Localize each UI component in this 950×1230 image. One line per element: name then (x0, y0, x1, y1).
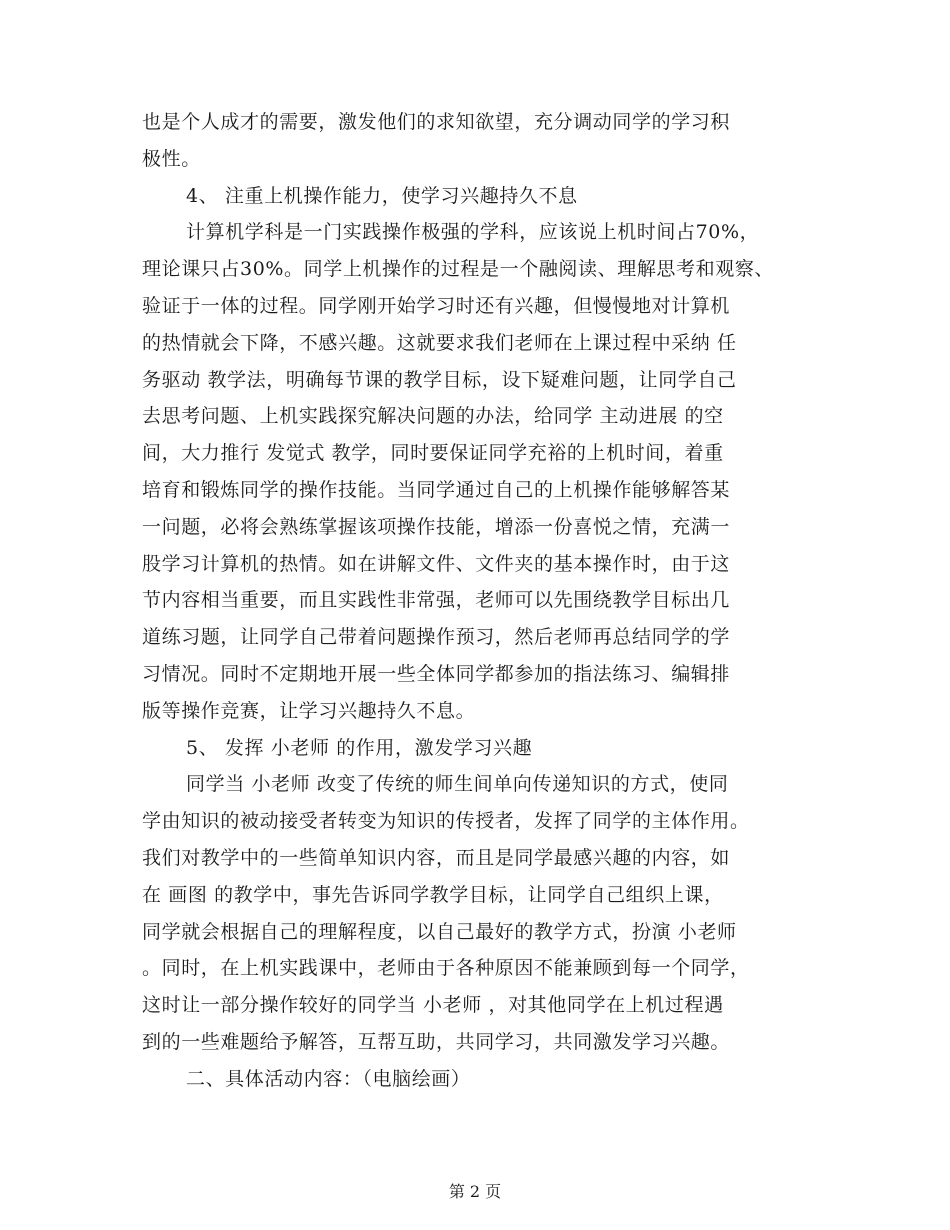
text-line: 理论课只占30%。同学上机操作的过程是一个融阅读、理解思考和观察、 (142, 258, 775, 281)
text-line: 也是个人成才的需要，激发他们的求知欲望，充分调动同学的学习积 (142, 111, 731, 133)
text-line: 去思考问题、上机实践探究解决问题的办法，给同学 主动进展 的空 (142, 405, 724, 428)
text-line: 培育和锻炼同学的操作技能。当同学通过自己的上机操作能够解答某 (142, 478, 731, 501)
text-line: 同学就会根据自己的理解程度，以自己最好的教学方式，扮演 小老师 (142, 920, 737, 943)
text-line: 5、 发挥 小老师 的作用，激发学习兴趣 (186, 736, 533, 759)
text-line: 节内容相当重要，而且实践性非常强，老师可以先围绕教学目标出几 (142, 589, 731, 612)
text-line: 版等操作竞赛，让学习兴趣持久不息。 (142, 699, 476, 722)
document-body (0, 104, 950, 1098)
text-line: 到的一些难题给予解答，互帮互助，共同学习，共同激发学习兴趣。 (142, 1030, 731, 1053)
text-line: 在 画图 的教学中，事先告诉同学教学目标，让同学自己组织上课， (142, 883, 724, 906)
text-line: 务驱动 教学法，明确每节课的教学目标，设下疑难问题，让同学自己 (142, 368, 737, 391)
page-number: 第 2 页 (448, 1182, 502, 1201)
text-line: 。同时，在上机实践课中，老师由于各种原因不能兼顾到每一个同学， (142, 957, 750, 980)
text-line: 我们对教学中的一些简单知识内容，而且是同学最感兴趣的内容，如 (142, 846, 731, 869)
text-line: 习情况。同时不定期地开展一些全体同学都参加的指法练习、编辑排 (142, 662, 731, 685)
text-line: 道练习题，让同学自己带着问题操作预习，然后老师再总结同学的学 (142, 626, 731, 649)
text-line: 间，大力推行 发觉式 教学，同时要保证同学充裕的上机时间，着重 (142, 442, 724, 465)
text-line: 4、 注重上机操作能力，使学习兴趣持久不息 (186, 184, 578, 207)
text-line: 极性。 (142, 147, 201, 170)
text-line: 验证于一体的过程。同学刚开始学习时还有兴趣，但慢慢地对计算机 (142, 294, 731, 317)
text-line: 学由知识的被动接受者转变为知识的传授者，发挥了同学的主体作用。 (142, 810, 750, 833)
text-line: 的热情就会下降，不感兴趣。这就要求我们老师在上课过程中采纳 任 (142, 331, 737, 354)
text-line: 二、具体活动内容：（电脑绘画） (186, 1067, 471, 1090)
text-line: 计算机学科是一门实践操作极强的学科，应该说上机时间占70%， (186, 221, 760, 244)
text-line: 同学当 小老师 改变了传统的师生间单向传递知识的方式，使同 (186, 773, 729, 796)
text-line: 一问题，必将会熟练掌握该项操作技能，增添一份喜悦之情，充满一 (142, 515, 731, 538)
text-line: 股学习计算机的热情。如在讲解文件、文件夹的基本操作时，由于这 (142, 552, 731, 575)
text-line: 这时让一部分操作较好的同学当 小老师 ，对其他同学在上机过程遇 (142, 994, 724, 1017)
